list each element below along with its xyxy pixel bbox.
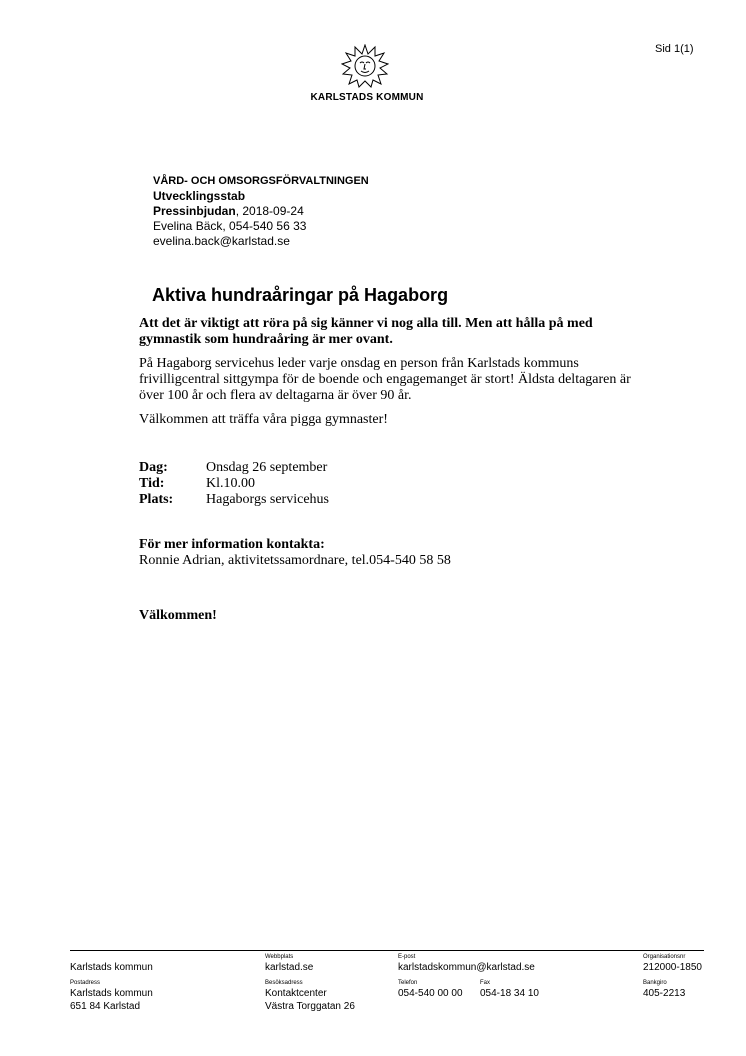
sun-logo-icon: [341, 44, 389, 88]
footer-divider: [70, 950, 704, 951]
closing-text: Välkommen!: [139, 608, 217, 623]
press-line: [153, 204, 369, 219]
event-label: Tid:: [139, 476, 165, 491]
footer-orgnr-label: Organisationsnr: [643, 954, 686, 960]
footer-email-link[interactable]: karlstadskommun@karlstad.se: [398, 962, 535, 973]
event-row-time: [139, 476, 329, 492]
unit-name: Utvecklingsstab: [153, 189, 246, 203]
article-lead: Att det är viktigt att röra på sig känner vi nog alla till. Men att hålla på med gymnastik som hundraåring är mer ovant.: [139, 316, 593, 347]
info-contact: Ronnie Adrian, aktivitetssamordnare, tel.054-540 58 58: [139, 553, 451, 568]
footer-email-label: E-post: [398, 954, 416, 960]
footer-post-line1: Karlstads kommun: [70, 988, 153, 999]
article-body: [139, 316, 639, 436]
footer-fax-value: 054-18 34 10: [480, 988, 539, 999]
footer-orgnr-value: 212000-1850: [643, 962, 702, 973]
event-value: Kl.10.00: [206, 476, 255, 491]
event-value: Hagaborgs servicehus: [206, 492, 329, 507]
logo-wordmark: KARLSTADS KOMMUN: [310, 92, 424, 103]
page-number: Sid 1(1): [655, 43, 694, 55]
event-row-day: [139, 460, 329, 476]
event-value: Onsdag 26 september: [206, 460, 328, 475]
info-heading: För mer information kontakta:: [139, 537, 325, 552]
article-paragraph-2: Välkommen att träffa våra pigga gymnaster!: [139, 412, 388, 427]
footer-visit-line2: Västra Torggatan 26: [265, 1001, 355, 1012]
event-row-place: [139, 492, 329, 508]
event-label: Plats:: [139, 492, 174, 507]
event-details: [139, 460, 329, 508]
press-date: , 2018-09-24: [235, 204, 304, 218]
event-label: Dag:: [139, 460, 168, 475]
contact-name-phone: Evelina Bäck, 054-540 56 33: [153, 219, 307, 233]
footer-web-link[interactable]: karlstad.se: [265, 962, 314, 973]
footer-post-label: Postadress: [70, 980, 101, 986]
press-label: Pressinbjudan: [153, 204, 236, 218]
article-title: Aktiva hundraåringar på Hagaborg: [152, 285, 449, 305]
footer-phone-label: Telefon: [398, 980, 418, 986]
info-block: [139, 537, 451, 569]
footer-org-name: Karlstads kommun: [70, 962, 153, 973]
footer-bankgiro-value: 405-2213: [643, 988, 686, 999]
footer-post-line2: 651 84 Karlstad: [70, 1001, 141, 1012]
sender-block: [153, 174, 369, 249]
department-name: VÅRD- OCH OMSORGSFÖRVALTNINGEN: [153, 175, 369, 187]
footer-fax-label: Fax: [480, 980, 491, 986]
footer-visit-line1: Kontaktcenter: [265, 988, 327, 999]
footer-web-label: Webbplats: [265, 954, 294, 960]
article-paragraph-1: På Hagaborg servicehus leder varje onsdag en person från Karlstads kommuns frivilligcentral sittgympa för de boende och engagemanget är stort! Äldsta deltagaren är över 100 år och flera av deltagarna är över 90 år.: [139, 356, 631, 403]
footer-phone-value: 054-540 00 00: [398, 988, 463, 999]
footer-bankgiro-label: Bankgiro: [643, 980, 667, 986]
contact-email[interactable]: evelina.back@karlstad.se: [153, 234, 290, 248]
footer-visit-label: Besöksadress: [265, 980, 303, 986]
